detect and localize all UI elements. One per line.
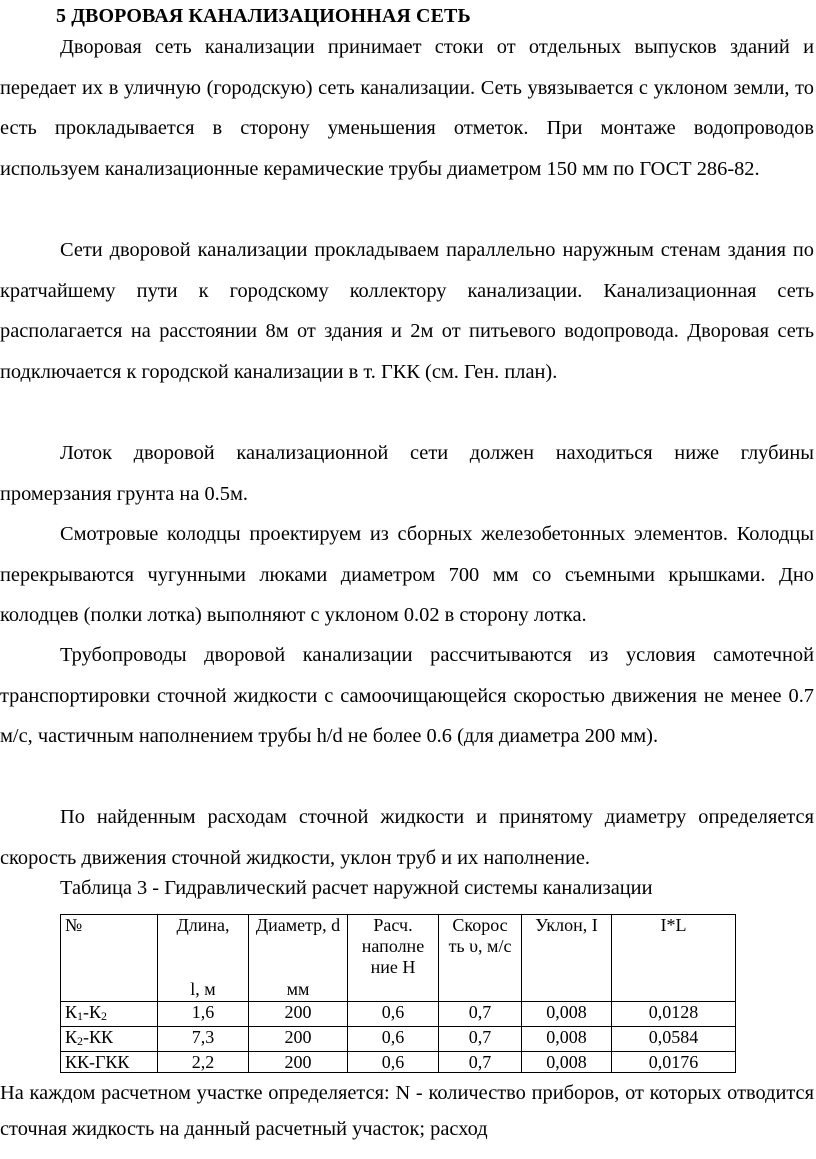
cell-diameter: 200 [249,1052,348,1073]
paragraph-yard-network: Дворовая сеть канализации принимает стоки от отдельных выпусков зданий и передает их в уличную (городскую) сеть канализации. Сеть увязывается с уклоном земли, то есть прокладывается в сторону уменьшения отметок. При монтаже водопроводов используем канализационные керамические трубы диаметром 150 мм по ГОСТ 286-82. [0,36,814,180]
cell-speed: 0,7 [439,1052,522,1073]
cell-slope: 0,008 [522,1002,612,1027]
cell-speed: 0,7 [439,1027,522,1052]
cell-il: 0,0176 [612,1052,736,1073]
cell-length: 7,3 [158,1027,249,1052]
header-il: I*L [612,915,736,1002]
header-speed: Скорос ть υ, м/с [439,915,522,1002]
cell-fill: 0,6 [348,1027,439,1052]
cell-fill: 0,6 [348,1052,439,1073]
cell-diameter: 200 [249,1027,348,1052]
hydraulic-calc-table [60,914,736,1073]
table-row [61,1027,736,1052]
header-num: № [61,915,158,1002]
paragraph-routing: Сети дворовой канализации прокладываем параллельно наружным стенам здания по кратчайшему пути к городскому коллектору канализации. Канализационная сеть располагается на расстоянии 8м от здания и 2м от питьевого водопровода. Дворовая сеть подключается к городской канализации в т. ГКК (см. Ген. план). [0,239,814,383]
paragraph-calc-note: На каждом расчетном участке определяется: N - количество приборов, от которых отводится сточная жидкость на данный расчетный участок; расход [0,1082,814,1140]
cell-segment: $К_1-К_2$ [61,1002,158,1027]
cell-slope: 0,008 [522,1052,612,1073]
paragraph-tray-depth: Лоток дворовой канализационной сети должен находиться ниже глубины промерзания грунта на 0.5м. [0,442,814,505]
paragraph-flow-results: По найденным расходам сточной жидкости и принятому диаметру определяется скорость движения сточной жидкости, уклон труб и их наполнение. [0,806,814,869]
table-caption: Таблица 3 - Гидравлический расчет наружной системы канализации [60,877,653,899]
cell-segment: КК-ГКК [61,1052,158,1073]
header-diameter: Диаметр, d мм [249,915,348,1002]
paragraph-manholes: Смотровые колодцы проектируем из сборных железобетонных элементов. Колодцы перекрываются чугунными люками диаметром 700 мм со съемными крышками. Дно колодцев (полки лотка) выполняют с уклоном 0.02 в сторону лотка. [0,523,814,626]
cell-fill: 0,6 [348,1002,439,1027]
table-row [61,1052,736,1073]
cell-length: 2,2 [158,1052,249,1073]
section-heading: 5 ДВОРОВАЯ КАНАЛИЗАЦИОННАЯ СЕТЬ [56,5,471,27]
paragraph-pipeline-calc: Трубопроводы дворовой канализации рассчитываются из условия самотечной транспортировки сточной жидкости с самоочищающейся скоростью движения не менее 0.7 м/с, частичным наполнением трубы h/d не более 0.6 (для диаметра 200 мм). [0,644,814,747]
cell-segment: $К_2-КК$ [61,1027,158,1052]
table-row [61,1002,736,1027]
cell-length: 1,6 [158,1002,249,1027]
header-slope: Уклон, I [522,915,612,1002]
header-length: Длина, l, м [158,915,249,1002]
header-fill: Расч. наполне ние H [348,915,439,1002]
cell-speed: 0,7 [439,1002,522,1027]
cell-diameter: 200 [249,1002,348,1027]
table-header-row [61,915,736,1002]
cell-slope: 0,008 [522,1027,612,1052]
cell-il: 0,0584 [612,1027,736,1052]
cell-il: 0,0128 [612,1002,736,1027]
